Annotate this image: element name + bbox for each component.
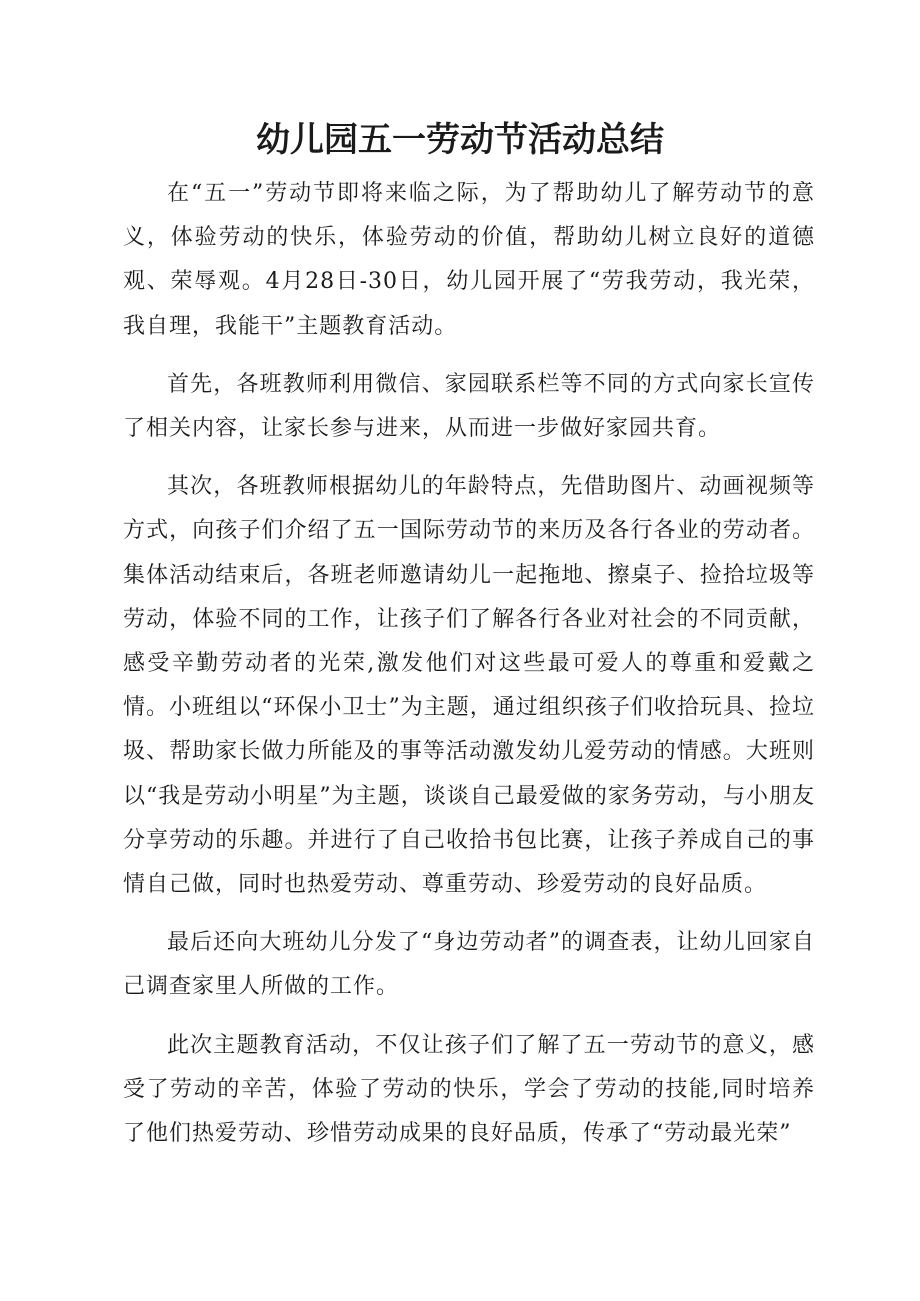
document-title: 幼儿园五一劳动节活动总结 — [256, 120, 664, 160]
document-body — [123, 172, 815, 1170]
paragraph-first: 首先，各班教师利用微信、家园联系栏等不同的方式向家长宣传了相关内容，让家长参与进来，从而进一步做好家园共育。 — [123, 371, 815, 442]
paragraph-second: 其次，各班教师根据幼儿的年龄特点，先借助图片、动画视频等方式，向孩子们介绍了五一国际劳动节的来历及各行各业的劳动者。集体活动结束后，各班老师邀请幼儿一起拖地、擦桌子、捡拾垃圾等劳动，体验不同的工作，让孩子们了解各行各业对社会的不同贡献，感受辛勤劳动者的光荣,激发他们对这些最可爱人的尊重和爱戴之情。小班组以“环保小卫士”为主题，通过组织孩子们收拾玩具、捡垃圾、帮助家长做力所能及的事等活动激发幼儿爱劳动的情感。大班则以“我是劳动小明星”为主题，谈谈自己最爱做的家务劳动，与小朋友分享劳动的乐趣。并进行了自己收拾书包比赛，让孩子养成自己的事情自己做，同时也热爱劳动、尊重劳动、珍爱劳动的良好品质。 — [123, 474, 815, 898]
paragraph-conclusion: 此次主题教育活动，不仅让孩子们了解了五一劳动节的意义，感受了劳动的辛苦，体验了劳动的快乐，学会了劳动的技能,同时培养了他们热爱劳动、珍惜劳动成果的良好品质，传承了“劳动最光荣” — [123, 1032, 815, 1147]
paragraph-last: 最后还向大班幼儿分发了“身边劳动者”的调查表，让幼儿回家自己调查家里人所做的工作。 — [123, 930, 815, 1000]
paragraph-intro: 在“五一”劳动节即将来临之际，为了帮助幼儿了解劳动节的意义，体验劳动的快乐，体验劳动的价值，帮助幼儿树立良好的道德观、荣辱观。4月28日-30日，幼儿园开展了“劳我劳动，我光荣，我自理，我能干”主题教育活动。 — [123, 181, 815, 339]
